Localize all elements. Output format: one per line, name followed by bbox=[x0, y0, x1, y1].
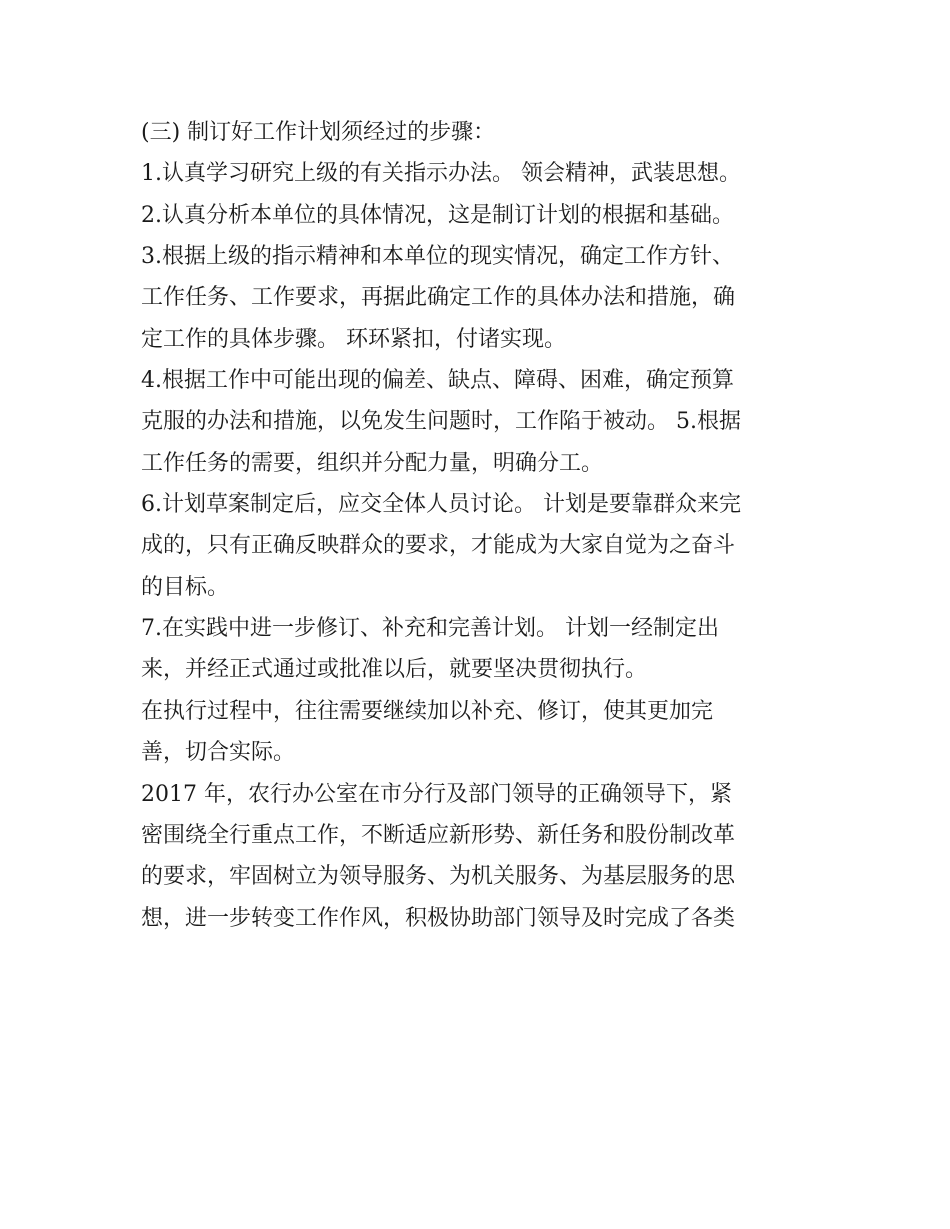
text-line-10: 6.计划草案制定后，应交全体人员讨论。 计划是要靠群众来完 bbox=[141, 492, 741, 518]
text-line-7: 4.根据工作中可能出现的偏差、缺点、障碍、困难，确定预算 bbox=[141, 368, 734, 394]
text-line-13: 7.在实践中进一步修订、补充和完善计划。 计划一经制定出 bbox=[141, 616, 719, 642]
document-body bbox=[141, 112, 821, 939]
text-line-19: 的要求，牢固树立为领导服务、为机关服务、为基层服务的思 bbox=[141, 864, 736, 890]
text-line-3: 2.认真分析本单位的具体情况，这是制订计划的根据和基础。 bbox=[141, 202, 734, 228]
text-line-4: 3.根据上级的指示精神和本单位的现实情况，确定工作方针、 bbox=[141, 244, 734, 270]
text-line-15: 在执行过程中，往往需要继续加以补充、修订，使其更加完 bbox=[141, 698, 714, 724]
text-line-14: 来，并经正式通过或批准以后，就要坚决贯彻执行。 bbox=[141, 657, 648, 683]
text-line-1: (三) 制订好工作计划须经过的步骤： bbox=[141, 120, 496, 145]
text-line-11: 成的，只有正确反映群众的要求，才能成为大家自觉为之奋斗 bbox=[141, 533, 736, 559]
text-line-12: 的目标。 bbox=[141, 574, 230, 600]
text-line-2: 1.认真学习研究上级的有关指示办法。 领会精神，武装思想。 bbox=[141, 161, 741, 187]
text-line-17: 2017 年，农行办公室在市分行及部门领导的正确领导下，紧 bbox=[141, 781, 732, 807]
text-line-20: 想，进一步转变工作作风，积极协助部门领导及时完成了各类 bbox=[141, 905, 736, 931]
text-line-16: 善，切合实际。 bbox=[141, 740, 296, 766]
text-line-9: 工作任务的需要，组织并分配力量，明确分工。 bbox=[141, 450, 604, 476]
text-line-18: 密围绕全行重点工作，不断适应新形势、新任务和股份制改革 bbox=[141, 822, 736, 848]
text-line-5: 工作任务、工作要求，再据此确定工作的具体办法和措施，确 bbox=[141, 285, 736, 311]
text-line-6: 定工作的具体步骤。 环环紧扣，付诸实现。 bbox=[141, 326, 566, 352]
text-line-8: 克服的办法和措施，以免发生问题时，工作陷于被动。 5.根据 bbox=[141, 409, 741, 435]
